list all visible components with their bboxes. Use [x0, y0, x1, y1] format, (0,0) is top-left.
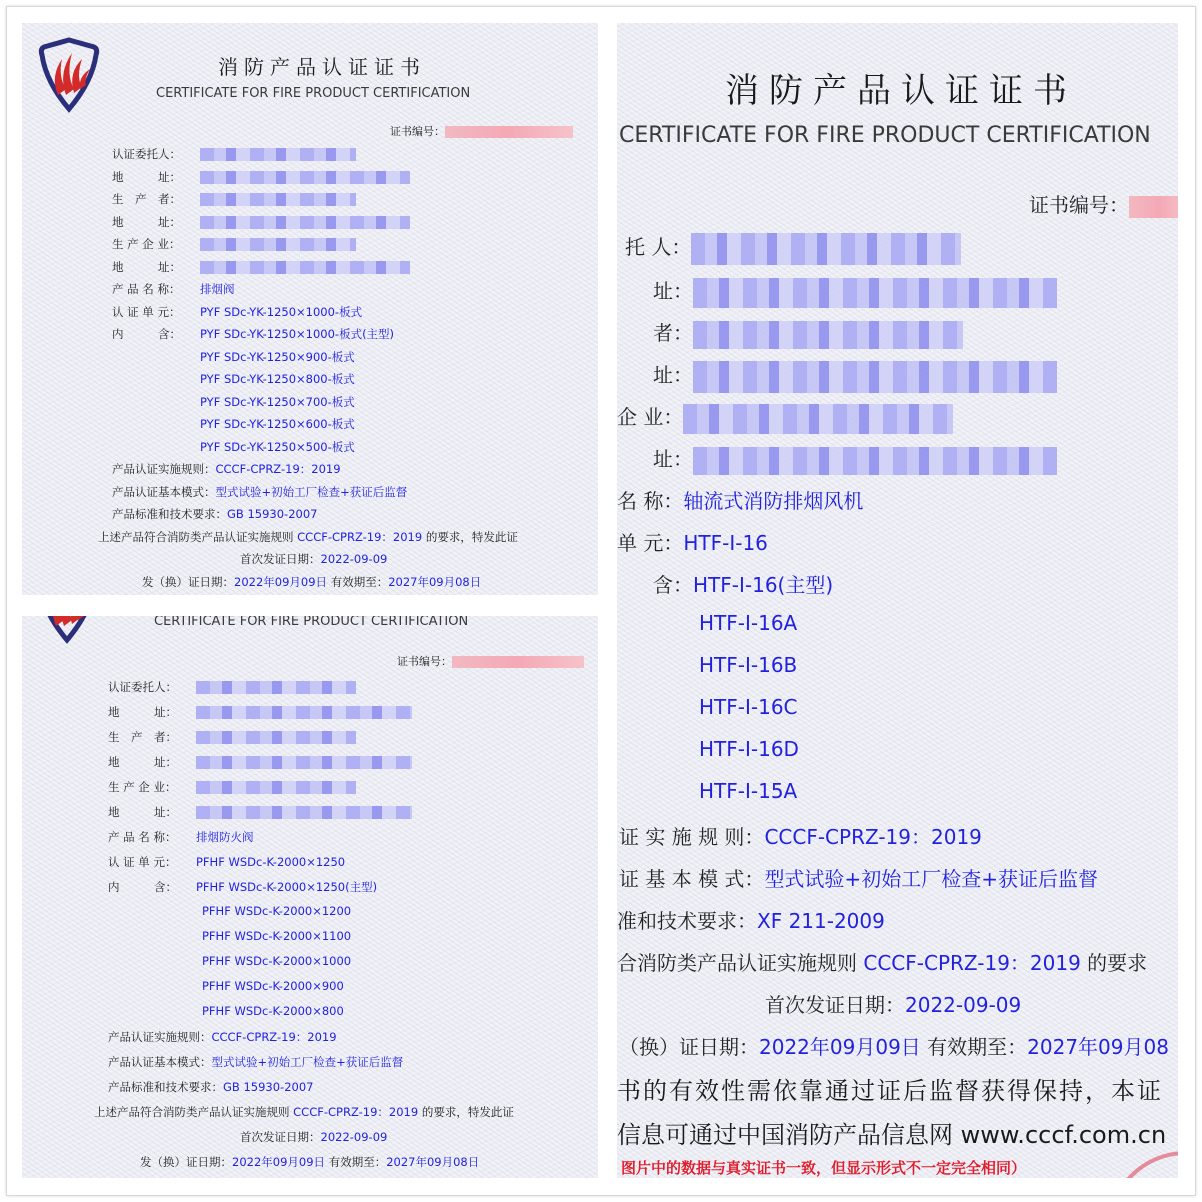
cert-number [1029, 189, 1178, 218]
field-manufacturer: 生 产 企 业： [112, 236, 356, 252]
contains-item: PYF SDc-YK-1250×500-板式 [200, 440, 355, 454]
redacted-value [691, 233, 961, 265]
redacted-value [196, 681, 356, 694]
field-implementation-rule: 证 实 施 规 则：CCCF-CPRZ-19：2019 [619, 825, 982, 849]
redacted-value [200, 238, 356, 251]
fire-shield-logo-icon [36, 37, 102, 113]
certificate-title-en: CERTIFICATE FOR FIRE PRODUCT CERTIFICATION [156, 86, 471, 101]
redacted-value [196, 781, 356, 794]
field-certification-mode: 产品认证基本模式：型式试验+初始工厂检查+获证后监督 [112, 485, 408, 499]
redacted-value [693, 321, 963, 349]
field-product-name: 产 品 名 称： 排烟阀 [112, 282, 235, 296]
field-contains: 含：HTF-I-16(主型) [653, 573, 834, 597]
cert-number-label: 证书编号： [397, 655, 452, 668]
issue-validity-dates: 发（换）证日期：2022年09月09日 有效期至：2027年09月08日 [140, 1155, 480, 1169]
field-address-1: 地 址： [108, 704, 412, 720]
cert-number-label: 证书编号： [390, 125, 445, 138]
field-contains: 内 含： PFHF WSDc-K-2000×1250(主型) [108, 880, 378, 894]
official-seal-stamp [1107, 1151, 1178, 1178]
field-certification-mode: 证 基 本 模 式：型式试验+初始工厂检查+获证后监督 [619, 867, 1098, 891]
cert-number-label: 证书编号： [1029, 193, 1129, 217]
field-standard: 产品标准和技术要求：GB 15930-2007 [108, 1080, 314, 1094]
field-implementation-rule: 产品认证实施规则：CCCF-CPRZ-19：2019 [112, 462, 341, 476]
redacted-value [693, 447, 1057, 475]
certificate-panel-3-zoomed [617, 23, 1178, 1178]
contains-item: HTF-I-16B [699, 653, 798, 677]
redacted-value [200, 148, 356, 161]
fire-shield-logo-icon [34, 616, 100, 644]
issue-validity-dates: （换）证日期：2022年09月09日 有效期至：2027年09月08 [619, 1035, 1169, 1059]
compliance-statement: 上述产品符合消防类产品认证实施规则 CCCF-CPRZ-19：2019 的要求，特发此证 [98, 530, 518, 544]
field-address-1: 址： [653, 275, 1057, 308]
field-certification-unit: 认 证 单 元： PFHF WSDc-K-2000×1250 [108, 855, 346, 869]
redacted-value [196, 731, 356, 744]
contains-item: PYF SDc-YK-1250×600-板式 [200, 417, 355, 431]
field-address-3: 地 址： [112, 259, 410, 275]
field-manufacturer: 企 业： [617, 401, 953, 434]
field-certification-unit: 认 证 单 元： PYF SDc-YK-1250×1000-板式 [112, 305, 363, 319]
validity-note-line-1: 书的有效性需依靠通过证后监督获得保持，本证 [617, 1077, 1163, 1105]
field-address-2: 址： [653, 359, 1057, 393]
redacted-value [196, 756, 412, 769]
contains-item: PFHF WSDc-K-2000×1000 [202, 954, 352, 968]
redacted-value [196, 706, 412, 719]
issue-validity-dates: 发（换）证日期：2022年09月09日 有效期至：2027年09月08日 [142, 575, 482, 589]
field-implementation-rule: 产品认证实施规则：CCCF-CPRZ-19：2019 [108, 1030, 337, 1044]
field-address-3: 址： [653, 443, 1057, 475]
field-producer: 生 产 者： [108, 729, 356, 745]
field-standard: 产品标准和技术要求：GB 15930-2007 [112, 507, 318, 521]
field-entrusting-party: 托 人： [625, 231, 961, 265]
cert-number [390, 123, 573, 139]
validity-note-line-2: 信息可通过中国消防产品信息网 www.cccf.com.cn [617, 1121, 1167, 1149]
field-certification-mode: 产品认证基本模式：型式试验+初始工厂检查+获证后监督 [108, 1055, 404, 1069]
field-address-2: 地 址： [108, 754, 412, 770]
certificate-title-en: CERTIFICATE FOR FIRE PRODUCT CERTIFICATION [154, 616, 469, 629]
disclaimer-text: 图片中的数据与真实证书一致，但显示形式不一定完全相同） [621, 1159, 1027, 1177]
cert-number-redacted [1129, 196, 1178, 218]
field-manufacturer: 生 产 企 业： [108, 779, 356, 795]
contains-item: HTF-I-16D [699, 737, 799, 761]
redacted-value [196, 806, 412, 819]
certificate-title-cn: 消防产品认证证书 [725, 71, 1077, 111]
cert-number [397, 653, 584, 669]
field-product-name: 产 品 名 称： 排烟防火阀 [108, 830, 254, 844]
field-producer: 者： [653, 317, 963, 349]
redacted-value [693, 278, 1057, 308]
field-standard: 准和技术要求：XF 211-2009 [617, 909, 885, 933]
field-contains: 内 含： PYF SDc-YK-1250×1000-板式(主型) [112, 327, 395, 341]
first-issue-date: 首次发证日期：2022-09-09 [240, 552, 388, 566]
contains-item: PYF SDc-YK-1250×700-板式 [200, 395, 355, 409]
contains-item: HTF-I-16C [699, 695, 798, 719]
redacted-value [200, 193, 356, 206]
redacted-value [200, 171, 410, 184]
contains-item: HTF-I-15A [699, 779, 798, 803]
redacted-value [200, 216, 410, 229]
contains-item: PFHF WSDc-K-2000×1100 [202, 929, 352, 943]
cert-number-redacted [445, 126, 573, 138]
field-entrusting-party: 认证委托人： [112, 146, 356, 162]
field-certification-unit: 单 元：HTF-I-16 [617, 531, 768, 555]
first-issue-date: 首次发证日期：2022-09-09 [240, 1130, 388, 1144]
field-address-2: 地 址： [112, 214, 410, 230]
certificate-title-en: CERTIFICATE FOR FIRE PRODUCT CERTIFICATION [619, 123, 1151, 148]
first-issue-date: 首次发证日期：2022-09-09 [765, 993, 1022, 1017]
redacted-value [693, 361, 1057, 393]
field-address-1: 地 址： [112, 169, 410, 185]
compliance-statement: 上述产品符合消防类产品认证实施规则 CCCF-CPRZ-19：2019 的要求，特发此证 [94, 1105, 514, 1119]
certificate-panel-1 [22, 23, 598, 595]
redacted-value [683, 404, 953, 434]
contains-item: HTF-I-16A [699, 611, 798, 635]
certificate-panel-2 [22, 616, 598, 1178]
field-producer: 生 产 者： [112, 191, 356, 207]
contains-item: PFHF WSDc-K-2000×900 [202, 979, 344, 993]
field-address-3: 地 址： [108, 804, 412, 820]
compliance-statement: 合消防类产品认证实施规则 CCCF-CPRZ-19：2019 的要求 [617, 951, 1148, 975]
redacted-value [200, 261, 410, 274]
contains-item: PYF SDc-YK-1250×900-板式 [200, 350, 355, 364]
field-entrusting-party: 认证委托人： [108, 679, 356, 695]
certificate-title-cn: 消防产品认证证书 [218, 55, 426, 79]
contains-item: PFHF WSDc-K-2000×800 [202, 1004, 344, 1018]
field-product-name: 名 称：轴流式消防排烟风机 [617, 489, 864, 513]
cert-number-redacted [452, 656, 584, 668]
contains-item: PYF SDc-YK-1250×800-板式 [200, 372, 355, 386]
contains-item: PFHF WSDc-K-2000×1200 [202, 904, 352, 918]
